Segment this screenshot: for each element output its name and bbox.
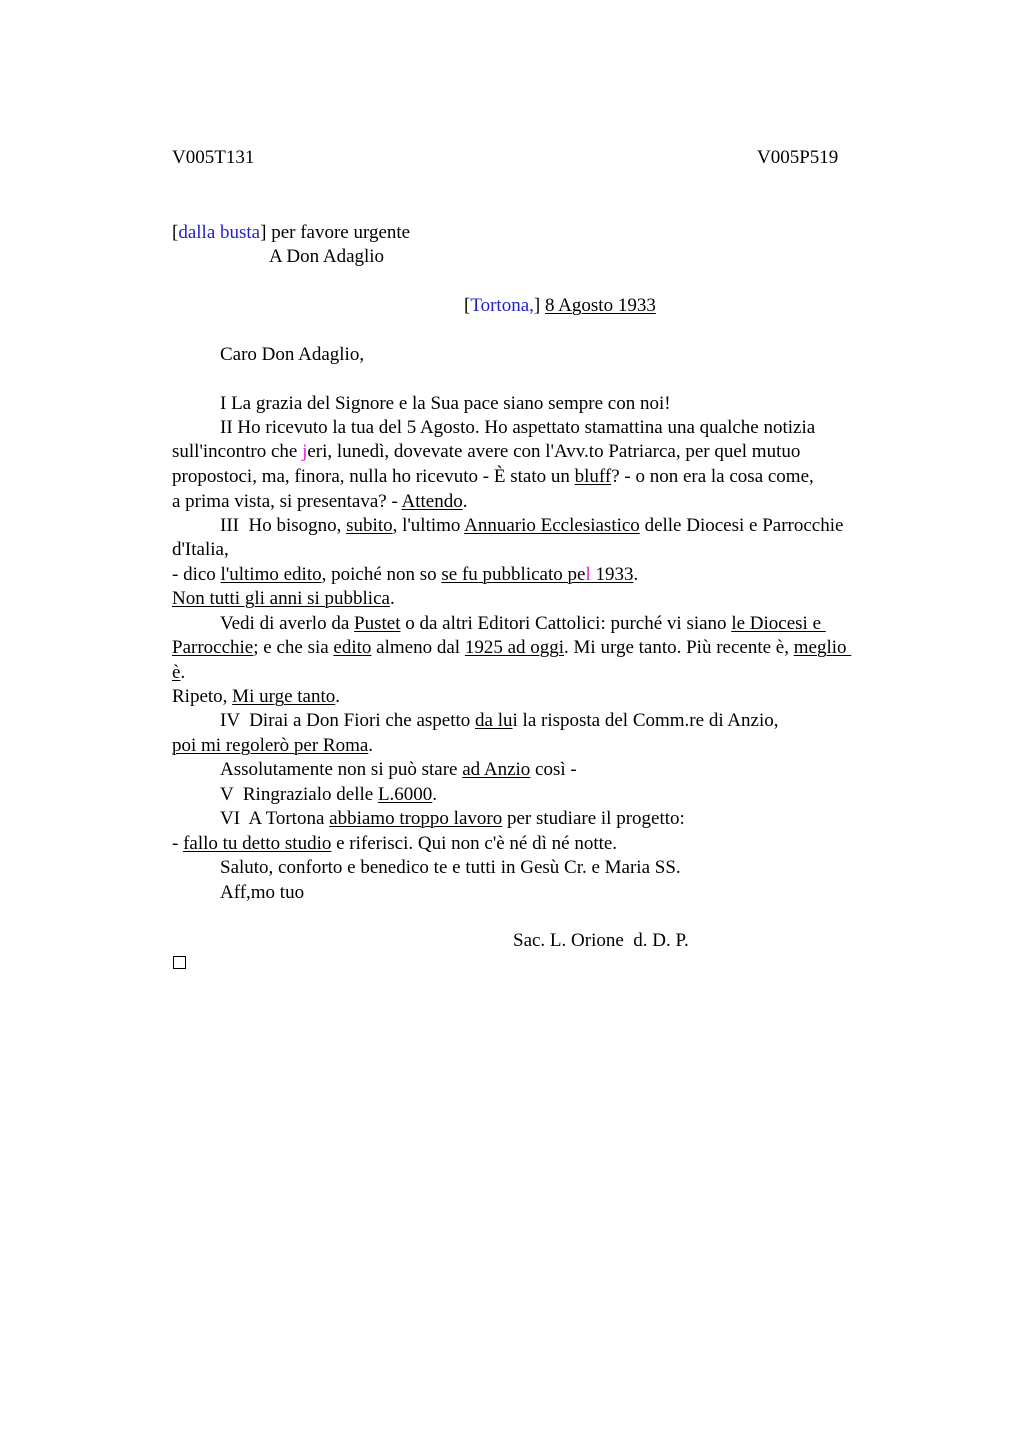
envelope-note	[172, 221, 410, 245]
document-code-left: V005T131	[172, 147, 255, 168]
underlined-text: subito	[346, 515, 393, 536]
underlined-text: edito	[333, 637, 372, 658]
envelope-urgency: per favore urgente	[266, 222, 411, 243]
body-line: II Ho ricevuto la tua del 5 Agosto. Ho aspettato stamattina una qualche notizia	[220, 417, 816, 438]
underlined-text: bluff	[574, 466, 612, 487]
bracket-open: [	[464, 295, 471, 316]
correction-mark: l	[585, 564, 591, 585]
body-line: propostoci, ma, finora, nulla ho ricevuto - È stato un bluff? - o non era la cosa come,	[172, 466, 814, 487]
closing: Aff,mo tuo	[220, 882, 305, 903]
body-line: - dico l'ultimo edito, poiché non so se fu pubblicato pel 1933.	[172, 564, 639, 585]
body-line: V Ringrazialo delle L.6000.	[220, 784, 438, 805]
underlined-text: meglio	[793, 637, 852, 658]
salutation: Caro Don Adaglio,	[220, 344, 365, 365]
body-line: Parrocchie; e che sia edito almeno dal 1925 ad oggi. Mi urge tanto. Più recente è, meglio	[172, 637, 852, 658]
underlined-text: le Diocesi e	[731, 613, 826, 634]
underlined-text: Mi urge tanto	[232, 686, 336, 707]
body-line: Ripeto, Mi urge tanto.	[172, 686, 341, 707]
dateline-place: Tortona,	[470, 295, 534, 316]
bracket-close: ]	[533, 295, 541, 316]
underlined-text: è	[172, 662, 181, 683]
body-line: VI A Tortona abbiamo troppo lavoro per studiare il progetto:	[220, 808, 685, 829]
body-line: sull'incontro che jeri, lunedì, dovevate avere con l'Avv.to Patriarca, per quel mutuo	[172, 441, 801, 462]
body-line: Saluto, conforto e benedico te e tutti in Gesù Cr. e Maria SS.	[220, 857, 681, 878]
body-line: Assolutamente non si può stare ad Anzio così -	[220, 759, 577, 780]
correction-mark: j	[302, 441, 308, 462]
body-line: poi mi regolerò per Roma.	[172, 735, 374, 756]
body-line: III Ho bisogno, subito, l'ultimo Annuario Ecclesiastico delle Diocesi e Parrocchie	[220, 515, 844, 536]
body-line: - fallo tu detto studio e riferisci. Qui non c'è né dì né notte.	[172, 833, 618, 854]
dateline	[464, 294, 656, 318]
dateline-date: 8 Agosto 1933	[544, 295, 656, 316]
body-line: è.	[172, 662, 186, 683]
underlined-text: Attendo	[401, 491, 463, 512]
underlined-text: se fu pubblicato pel 1933	[441, 564, 634, 585]
underlined-text: abbiamo troppo lavoro	[329, 808, 503, 829]
underlined-text: da lu	[475, 710, 513, 731]
underlined-text: poi mi regolerò per Roma	[172, 735, 369, 756]
body-line: d'Italia,	[172, 539, 229, 560]
body-line: I La grazia del Signore e la Sua pace siano sempre con noi!	[220, 393, 671, 414]
underlined-text: Annuario Ecclesiastico	[464, 515, 640, 536]
underlined-text: Non tutti gli anni si pubblica	[172, 588, 390, 609]
underlined-text: fallo tu detto studio	[183, 833, 332, 854]
document-code-right: V005P519	[757, 147, 839, 168]
underlined-text: Pustet	[354, 613, 401, 634]
envelope-recipient: A Don Adaglio	[269, 246, 385, 267]
body-line: Vedi di averlo da Pustet o da altri Editori Cattolici: purché vi siano le Diocesi e	[220, 613, 826, 634]
underlined-text: l'ultimo edito	[220, 564, 322, 585]
bracket-close: ]	[260, 222, 267, 243]
envelope-source: dalla busta	[178, 222, 261, 243]
body-line: Non tutti gli anni si pubblica.	[172, 588, 395, 609]
square-icon	[173, 956, 186, 969]
signature: Sac. L. Orione d. D. P.	[513, 930, 689, 951]
underlined-text: 1925 ad oggi	[464, 637, 565, 658]
body-line: a prima vista, si presentava? - Attendo.	[172, 491, 468, 512]
underlined-text: ad Anzio	[462, 759, 531, 780]
body-line: IV Dirai a Don Fiori che aspetto da lui la risposta del Comm.re di Anzio,	[220, 710, 779, 731]
underlined-text: Parrocchie	[172, 637, 254, 658]
bracket-open: [	[172, 222, 179, 243]
underlined-text: L.6000	[377, 784, 433, 805]
